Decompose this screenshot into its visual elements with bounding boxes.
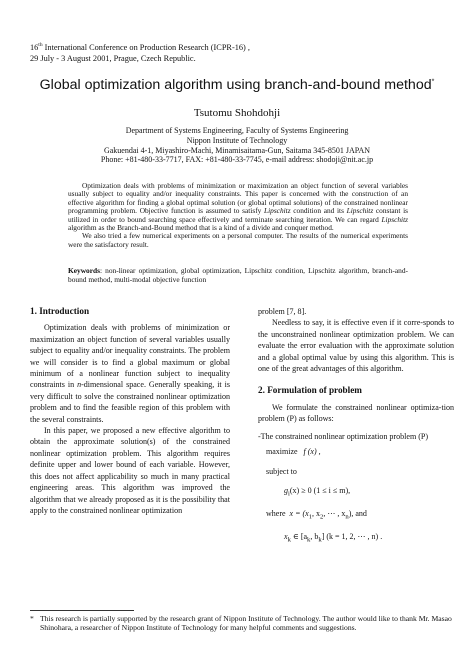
- affiliation-line: Gakuendai 4-1, Miyashiro-Machi, Minamisaitama-Gun, Saitama 345-8501 JAPAN: [103, 145, 371, 155]
- footnote-text: This research is partially supported by the research grant of Nippon Institute of Technology. The author would like to thank Mr. Masao Shinohara, a researcher of Nippon Institute of Technology for many helpful comments and suggestions.: [40, 614, 452, 633]
- title-footnote-mark: *: [431, 78, 435, 86]
- body-paragraph: Needless to say, it is effective even if it corre-sponds to the unconstrained nonlinear optimization problem. We can evaluate the error evaluation with the approximate solution and a global optimal value by using this algorithm. This is one of the great advantages of this algorithm.: [258, 318, 454, 374]
- problem-label: -The constrained nonlinear optimization problem (P): [258, 431, 429, 441]
- paper-title: Global optimization algorithm using branch-and-bound method*: [39, 77, 435, 93]
- abstract-paragraph: We also tried a few numerical experiments on a personal computer. The results of the numerical experiments were the satisfactory result.: [68, 231, 408, 249]
- abstract: [68, 182, 408, 249]
- conference-line-1: 16th International Conference on Production Research (ICPR-16) ,: [30, 42, 250, 52]
- keywords-label: Keywords: [68, 266, 101, 275]
- equation-variable-definition: where $x = (x_1$, $x_2$, ⋯ , $x_n$), and: [266, 509, 367, 521]
- conference-line-2: 29 July - 3 August 2001, Prague, Czech Republic.: [30, 53, 196, 63]
- equation-objective: maximize f (x) ,: [266, 447, 321, 457]
- affiliation-line: Nippon Institute of Technology: [186, 135, 288, 145]
- equation-variable-bounds: $x_k$ ∈ [$a_k$, $b_k$] (k = 1, 2, ⋯ , n) .: [284, 532, 383, 544]
- keywords: [68, 266, 408, 284]
- author-name: Tsutomu Shohdohji: [193, 107, 281, 119]
- body-paragraph: Optimization deals with problems of minimization or maximization an object function of several variables usually subject to equality and/or inequality constraints. The problem we will consider is to find a global maximum or global minimum of a nonlinear function subject to inequality constraints in n-dimensional space. Generally speaking, it is very difficult to solve the constrained nonlinear optimization problem and to find the feasible region of this problem with the several constraints.: [30, 323, 230, 424]
- footnote-divider: [30, 610, 134, 611]
- body-paragraph: We formulate the constrained nonlinear optimiza-tion problem (P) as follows:: [258, 402, 454, 424]
- footnote: [30, 614, 458, 632]
- section-heading: 2. Formulation of problem: [258, 385, 362, 396]
- affiliation-line: Department of Systems Engineering, Faculty of Systems Engineering: [125, 126, 349, 135]
- right-column: [258, 306, 454, 550]
- affiliation-line: Phone: +81-480-33-7717, FAX: +81-480-33-7745, e-mail address: shodoji@nit.ac.jp: [100, 155, 374, 165]
- conference-header: [30, 40, 250, 64]
- equation-constraint: $g_i(x) \ge 0$ (1 ≤ i ≤ m),: [284, 486, 351, 498]
- body-paragraph: problem [7, 8].: [258, 307, 307, 316]
- author-affiliation: [0, 126, 474, 165]
- body-paragraph: In this paper, we proposed a new effective algorithm to obtain the approximate solution(s) of the constrained nonlinear optimization problem. This algorithm requires definite upper and lower bound of each variable. However, this does not affect applicability so much in many practical engineering areas. This algorithm was improved the algorithm that we already proposed as it is the possibility that apply to the constrained nonlinear optimization: [30, 426, 230, 515]
- footnote-mark: *: [30, 614, 34, 623]
- section-heading: 1. Introduction: [30, 306, 90, 316]
- equation-subject-to: subject to: [266, 466, 297, 476]
- abstract-paragraph: Optimization deals with problems of minimization or maximization an object function of several variables usually subject to equality and/or inequality constraints. This paper is concerned with the construction of an effective algorithm for finding a global optimal solution (or global optimal solutions) of the constrained nonlinear programming problem. Objective function is assumed to satisfy Lipschitz condition and its Lipschitz constant is utilized in order to bound searching space effectively and terminate searching iteration. We can regard Lipschitz algorithm as the Branch-and-Bound method that is a kind of a divide and conquer method.: [68, 181, 408, 233]
- keywords-list: : non-linear optimization, global optimization, Lipschitz condition, Lipschitz algorithm, branch-and-bound method, multi-modal objective function: [68, 266, 408, 284]
- left-column: [30, 306, 230, 516]
